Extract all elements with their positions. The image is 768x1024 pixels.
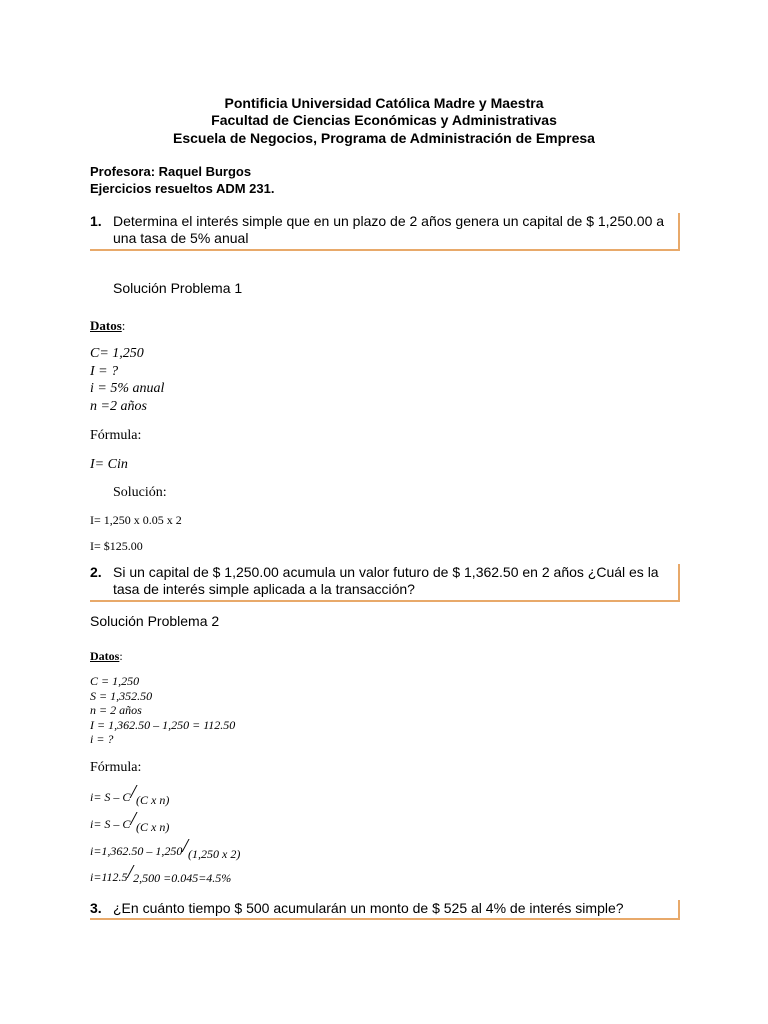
formula-numerator: i=1,362.50 – 1,250 — [90, 844, 183, 858]
problem-2-question — [90, 564, 680, 602]
problem-1-number: 1. — [90, 213, 102, 229]
formula-numerator: i= S – C — [90, 790, 131, 804]
datos-item: C = 1,250 — [90, 674, 140, 688]
problem-1-formula: I= Cin — [90, 457, 128, 472]
datos-item: n =2 años — [90, 398, 147, 414]
problem-2-formula-1: i= S – C/(C x n) — [90, 781, 170, 807]
document-subtitle: Ejercicios resueltos ADM 231. — [90, 181, 275, 196]
formula-denominator: (C x n) — [136, 820, 170, 834]
professor-name: Profesora: Raquel Burgos — [90, 164, 252, 179]
datos-colon: : — [119, 649, 123, 663]
datos-label: Datos — [90, 318, 122, 333]
problem-2-formula-label: Fórmula: — [90, 760, 142, 775]
problem-3-text: ¿En cuánto tiempo $ 500 acumularán un monto de $ 525 al 4% de interés simple? — [113, 900, 624, 916]
datos-colon: : — [121, 318, 126, 333]
school-name: Escuela de Negocios, Programa de Administración de Empresa — [173, 130, 595, 146]
problem-3-number: 3. — [90, 900, 102, 916]
problem-2-formula-2: i= S – C/(C x n) — [90, 808, 170, 834]
problem-1-question — [90, 213, 680, 251]
faculty-name: Facultad de Ciencias Económicas y Administrativas — [211, 112, 557, 128]
problem-1-formula-label: Fórmula: — [90, 428, 142, 443]
problem-1-step-1: I= 1,250 x 0.05 x 2 — [90, 513, 182, 527]
problem-1-solucion-label: Solución: — [113, 485, 167, 500]
problem-3-question — [90, 900, 680, 920]
problem-1-text: Determina el interés simple que en un plazo de 2 años genera un capital de $ 1,250.00 a una tasa de 5% anual — [113, 213, 665, 246]
problem-2-datos-list — [90, 674, 235, 747]
formula-denominator: (C x n) — [136, 793, 170, 807]
datos-item: S = 1,352.50 — [90, 688, 153, 703]
datos-item: I = ? — [90, 363, 119, 379]
problem-1-datos-heading — [90, 318, 125, 334]
datos-label: Datos — [90, 649, 120, 663]
problem-2-datos-heading — [90, 649, 123, 664]
datos-item: n = 2 años — [90, 703, 142, 717]
formula-numerator: i= S – C — [90, 817, 131, 831]
datos-item: C= 1,250 — [90, 346, 144, 361]
formula-numerator: i=112.5 — [90, 870, 128, 884]
institution-name: Pontificia Universidad Católica Madre y Maestra — [224, 95, 544, 111]
formula-denominator: (1,250 x 2) — [188, 847, 241, 861]
problem-1-datos-list — [90, 345, 164, 415]
problem-2-text: Si un capital de $ 1,250.00 acumula un valor futuro de $ 1,362.50 en 2 años ¿Cuál es la tasa de interés simple aplicada a la transacción? — [113, 564, 659, 597]
problem-2-solution-title: Solución Problema 2 — [90, 613, 220, 629]
problem-2-number: 2. — [90, 564, 102, 580]
problem-1-solution-title: Solución Problema 1 — [113, 280, 243, 296]
problem-2-formula-4: i=112.5/2,500 =0.045=4.5% — [90, 861, 232, 885]
datos-item: i = ? — [90, 732, 114, 746]
datos-item: I = 1,362.50 – 1,250 = 112.50 — [90, 717, 236, 732]
formula-denominator: 2,500 =0.045=4.5% — [133, 871, 232, 885]
problem-2-formula-3: i=1,362.50 – 1,250/(1,250 x 2) — [90, 835, 241, 861]
datos-item: i = 5% anual — [90, 381, 165, 396]
problem-1-step-2: I= $125.00 — [90, 539, 143, 553]
